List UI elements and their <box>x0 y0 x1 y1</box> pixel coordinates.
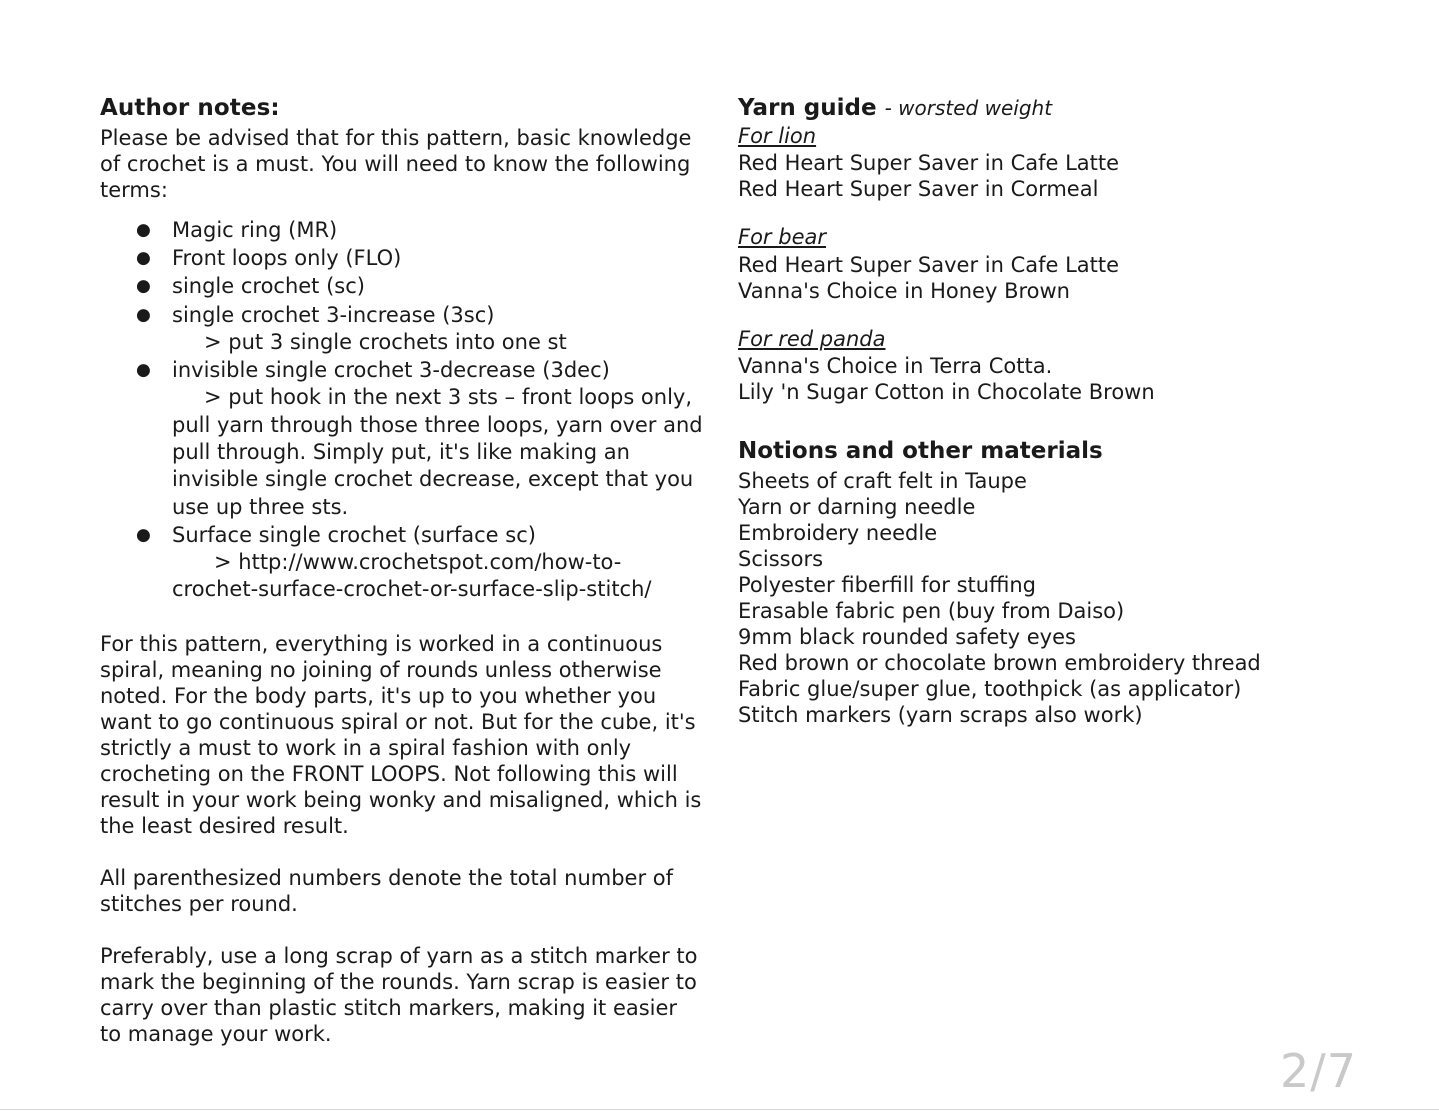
terms-list <box>100 217 704 604</box>
term-label: Front loops only (FLO) <box>172 245 402 270</box>
term-detail: > put 3 single crochets into one st <box>204 329 567 354</box>
list-item <box>136 302 704 357</box>
bullet-icon: ● <box>136 524 151 545</box>
paragraph-stitch-markers: Preferably, use a long scrap of yarn as a stitch marker to mark the beginning of the rounds. Yarn scrap is easier to carry over than plastic stitch markers, making it easier to manage your work. <box>100 944 698 1047</box>
page-columns <box>100 94 1340 1047</box>
notion-item: 9mm black rounded safety eyes <box>738 625 1076 650</box>
bullet-icon: ● <box>136 360 151 381</box>
page-bottom-divider <box>0 1109 1439 1116</box>
notion-item: Erasable fabric pen (buy from Daiso) <box>738 599 1125 624</box>
term-detail-link[interactable]: > http://www.crochetspot.com/how-to-crochet-surface-crochet-or-surface-slip-stitch/ <box>172 550 652 602</box>
notion-item: Sheets of craft felt in Taupe <box>738 469 1027 494</box>
bullet-icon: ● <box>136 247 151 268</box>
yarn-guide-subtitle: - worsted weight <box>884 96 1053 120</box>
yarn-item: Vanna's Choice in Terra Cotta. <box>738 353 1053 378</box>
term-label: single crochet 3-increase (3sc) <box>172 302 495 327</box>
list-item <box>136 273 704 300</box>
term-label: Magic ring (MR) <box>172 217 338 242</box>
notion-item: Stitch markers (yarn scraps also work) <box>738 703 1143 728</box>
yarn-group-title-lion: For lion <box>738 123 817 148</box>
notion-item: Polyester fiberfill for stuffing <box>738 573 1037 598</box>
yarn-group-title-red-panda: For red panda <box>738 326 886 351</box>
list-item <box>136 217 704 244</box>
term-detail: > put hook in the next 3 sts – front loops only, pull yarn through those three loops, yarn over and pull through. Simply put, it's like making an invisible single crochet decrease, except that you use up three sts. <box>172 385 703 519</box>
notion-item: Fabric glue/super glue, toothpick (as applicator) <box>738 677 1242 702</box>
term-label: Surface single crochet (surface sc) <box>172 522 536 547</box>
list-item <box>136 357 704 521</box>
yarn-guide-heading <box>738 94 1340 123</box>
author-notes-intro: Please be advised that for this pattern, basic knowledge of crochet is a must. You will need to know the following terms: <box>100 125 692 202</box>
notion-item: Red brown or chocolate brown embroidery thread <box>738 651 1261 676</box>
term-label: single crochet (sc) <box>172 274 365 299</box>
notion-item: Scissors <box>738 547 824 572</box>
left-column <box>100 94 704 1047</box>
notion-item: Embroidery needle <box>738 521 938 546</box>
bullet-icon: ● <box>136 304 151 325</box>
bullet-icon: ● <box>136 276 151 297</box>
yarn-item: Red Heart Super Saver in Cormeal <box>738 177 1099 202</box>
list-item <box>136 245 704 272</box>
term-label: invisible single crochet 3-decrease (3dec) <box>172 358 610 383</box>
bullet-icon: ● <box>136 219 151 240</box>
yarn-guide-title: Yarn guide <box>738 95 877 121</box>
paragraph-parenthesized-numbers: All parenthesized numbers denote the total number of stitches per round. <box>100 866 674 917</box>
paragraph-continuous-spiral: For this pattern, everything is worked in a continuous spiral, meaning no joining of rounds unless otherwise noted. For the body parts, it's up to you whether you want to go continuous spiral or not. But for the cube, it's strictly a must to work in a spiral fashion with only crocheting on the FRONT LOOPS. Not following this will result in your work being wonky and misaligned, which is the least desired result. <box>100 631 702 838</box>
page-number: 2/7 <box>1279 1044 1357 1098</box>
yarn-group-title-bear: For bear <box>738 225 826 250</box>
yarn-item: Red Heart Super Saver in Cafe Latte <box>738 151 1120 176</box>
yarn-item: Vanna's Choice in Honey Brown <box>738 278 1070 303</box>
yarn-item: Red Heart Super Saver in Cafe Latte <box>738 252 1120 277</box>
notions-heading: Notions and other materials <box>738 438 1103 465</box>
notion-item: Yarn or darning needle <box>738 495 976 520</box>
right-column <box>738 94 1340 1047</box>
list-item <box>136 522 704 604</box>
yarn-item: Lily 'n Sugar Cotton in Chocolate Brown <box>738 380 1155 405</box>
author-notes-heading: Author notes: <box>100 95 280 121</box>
